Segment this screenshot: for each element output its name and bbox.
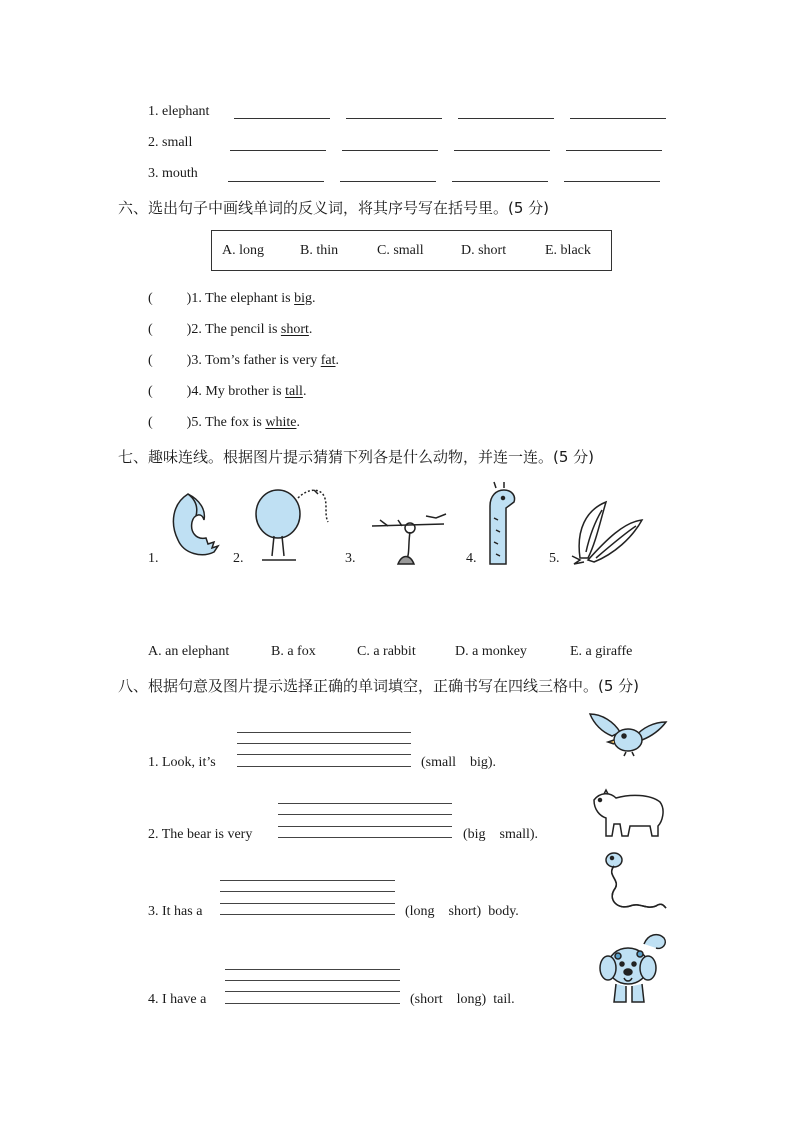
bird-icon bbox=[588, 708, 668, 758]
option: D. short bbox=[461, 243, 507, 258]
animal-option: A. an elephant bbox=[148, 644, 230, 659]
answer-paren[interactable]: ( bbox=[148, 291, 153, 306]
grid-line bbox=[220, 903, 395, 904]
grid-line bbox=[237, 732, 411, 733]
answer-blank[interactable] bbox=[564, 181, 660, 182]
answer-blank[interactable] bbox=[566, 150, 662, 151]
part5-word: 3. mouth bbox=[148, 166, 198, 181]
picture-number: 1. bbox=[148, 551, 159, 566]
answer-blank[interactable] bbox=[454, 150, 550, 151]
animal-option: C. a rabbit bbox=[357, 644, 416, 659]
grid-line bbox=[278, 803, 452, 804]
grid-line bbox=[225, 1003, 400, 1004]
grid-line bbox=[237, 743, 411, 744]
fill-prefix: 2. The bear is very bbox=[148, 827, 253, 842]
answer-blank[interactable] bbox=[228, 181, 324, 182]
sentence-item: ( )4. My brother is tall. bbox=[148, 384, 307, 399]
picture-number: 3. bbox=[345, 551, 356, 566]
grid-line bbox=[225, 980, 400, 981]
part7-heading: 七、趣味连线。根据图片提示猜猜下列各是什么动物，并连一连。(5 分) bbox=[118, 448, 595, 466]
grid-line bbox=[237, 754, 411, 755]
answer-paren[interactable]: ( bbox=[148, 384, 153, 399]
underlined-word: tall bbox=[285, 384, 303, 399]
picture-number: 5. bbox=[549, 551, 560, 566]
word-choice: (big small). bbox=[463, 827, 539, 842]
word-choice: (small big). bbox=[421, 755, 497, 770]
answer-blank[interactable] bbox=[458, 118, 554, 119]
grid-line bbox=[225, 969, 400, 970]
word-choice: (long short) body. bbox=[405, 904, 519, 919]
option: E. black bbox=[545, 243, 591, 258]
answer-blank[interactable] bbox=[346, 118, 442, 119]
underlined-word: short bbox=[280, 322, 309, 337]
answer-paren[interactable]: ( bbox=[148, 415, 153, 430]
option: B. thin bbox=[300, 243, 339, 258]
answer-paren[interactable]: ( bbox=[148, 353, 153, 368]
grid-line bbox=[237, 766, 411, 767]
sentence-item: ( )1. The elephant is big. bbox=[148, 291, 316, 306]
giraffe-neck-icon[interactable] bbox=[484, 482, 518, 566]
rabbit-ears-icon[interactable] bbox=[566, 500, 646, 566]
answer-blank[interactable] bbox=[340, 181, 436, 182]
answer-blank[interactable] bbox=[570, 118, 666, 119]
grid-line bbox=[278, 814, 452, 815]
answer-blank[interactable] bbox=[230, 150, 326, 151]
answer-blank[interactable] bbox=[234, 118, 330, 119]
part6-heading: 六、选出句子中画线单词的反义词，将其序号写在括号里。(5 分) bbox=[118, 199, 550, 217]
grid-line bbox=[278, 826, 452, 827]
grid-line bbox=[220, 914, 395, 915]
picture-number: 4. bbox=[466, 551, 477, 566]
option: C. small bbox=[377, 243, 424, 258]
fill-prefix: 3. It has a bbox=[148, 904, 203, 919]
monkey-tail-icon[interactable] bbox=[370, 510, 450, 566]
part8-heading: 八、根据句意及图片提示选择正确的单词填空，正确书写在四线三格中。(5 分) bbox=[118, 677, 640, 695]
animal-option: E. a giraffe bbox=[570, 644, 633, 659]
fill-prefix: 4. I have a bbox=[148, 992, 207, 1007]
answer-blank[interactable] bbox=[342, 150, 438, 151]
underlined-word: fat bbox=[320, 353, 336, 368]
sentence-item: ( )2. The pencil is short. bbox=[148, 322, 313, 337]
snake-icon bbox=[600, 850, 668, 918]
answer-blank[interactable] bbox=[452, 181, 548, 182]
grid-line bbox=[225, 991, 400, 992]
elephant-trunk-icon[interactable] bbox=[248, 484, 332, 564]
grid-line bbox=[278, 837, 452, 838]
part5-word: 2. small bbox=[148, 135, 193, 150]
grid-line bbox=[220, 891, 395, 892]
fox-tail-icon[interactable] bbox=[168, 490, 222, 562]
sentence-item: ( )5. The fox is white. bbox=[148, 415, 300, 430]
fill-prefix: 1. Look, it’s bbox=[148, 755, 216, 770]
answer-paren[interactable]: ( bbox=[148, 322, 153, 337]
dog-icon bbox=[596, 930, 670, 1006]
animal-option: D. a monkey bbox=[455, 644, 527, 659]
picture-number: 2. bbox=[233, 551, 244, 566]
sentence-item: ( )3. Tom’s father is very fat. bbox=[148, 353, 340, 368]
animal-option: B. a fox bbox=[271, 644, 316, 659]
grid-line bbox=[220, 880, 395, 881]
word-choice: (short long) tail. bbox=[410, 992, 515, 1007]
option: A. long bbox=[222, 243, 264, 258]
underlined-word: white bbox=[265, 415, 297, 430]
part5-word: 1. elephant bbox=[148, 104, 210, 119]
underlined-word: big bbox=[294, 291, 313, 306]
polar-bear-icon bbox=[590, 788, 666, 838]
